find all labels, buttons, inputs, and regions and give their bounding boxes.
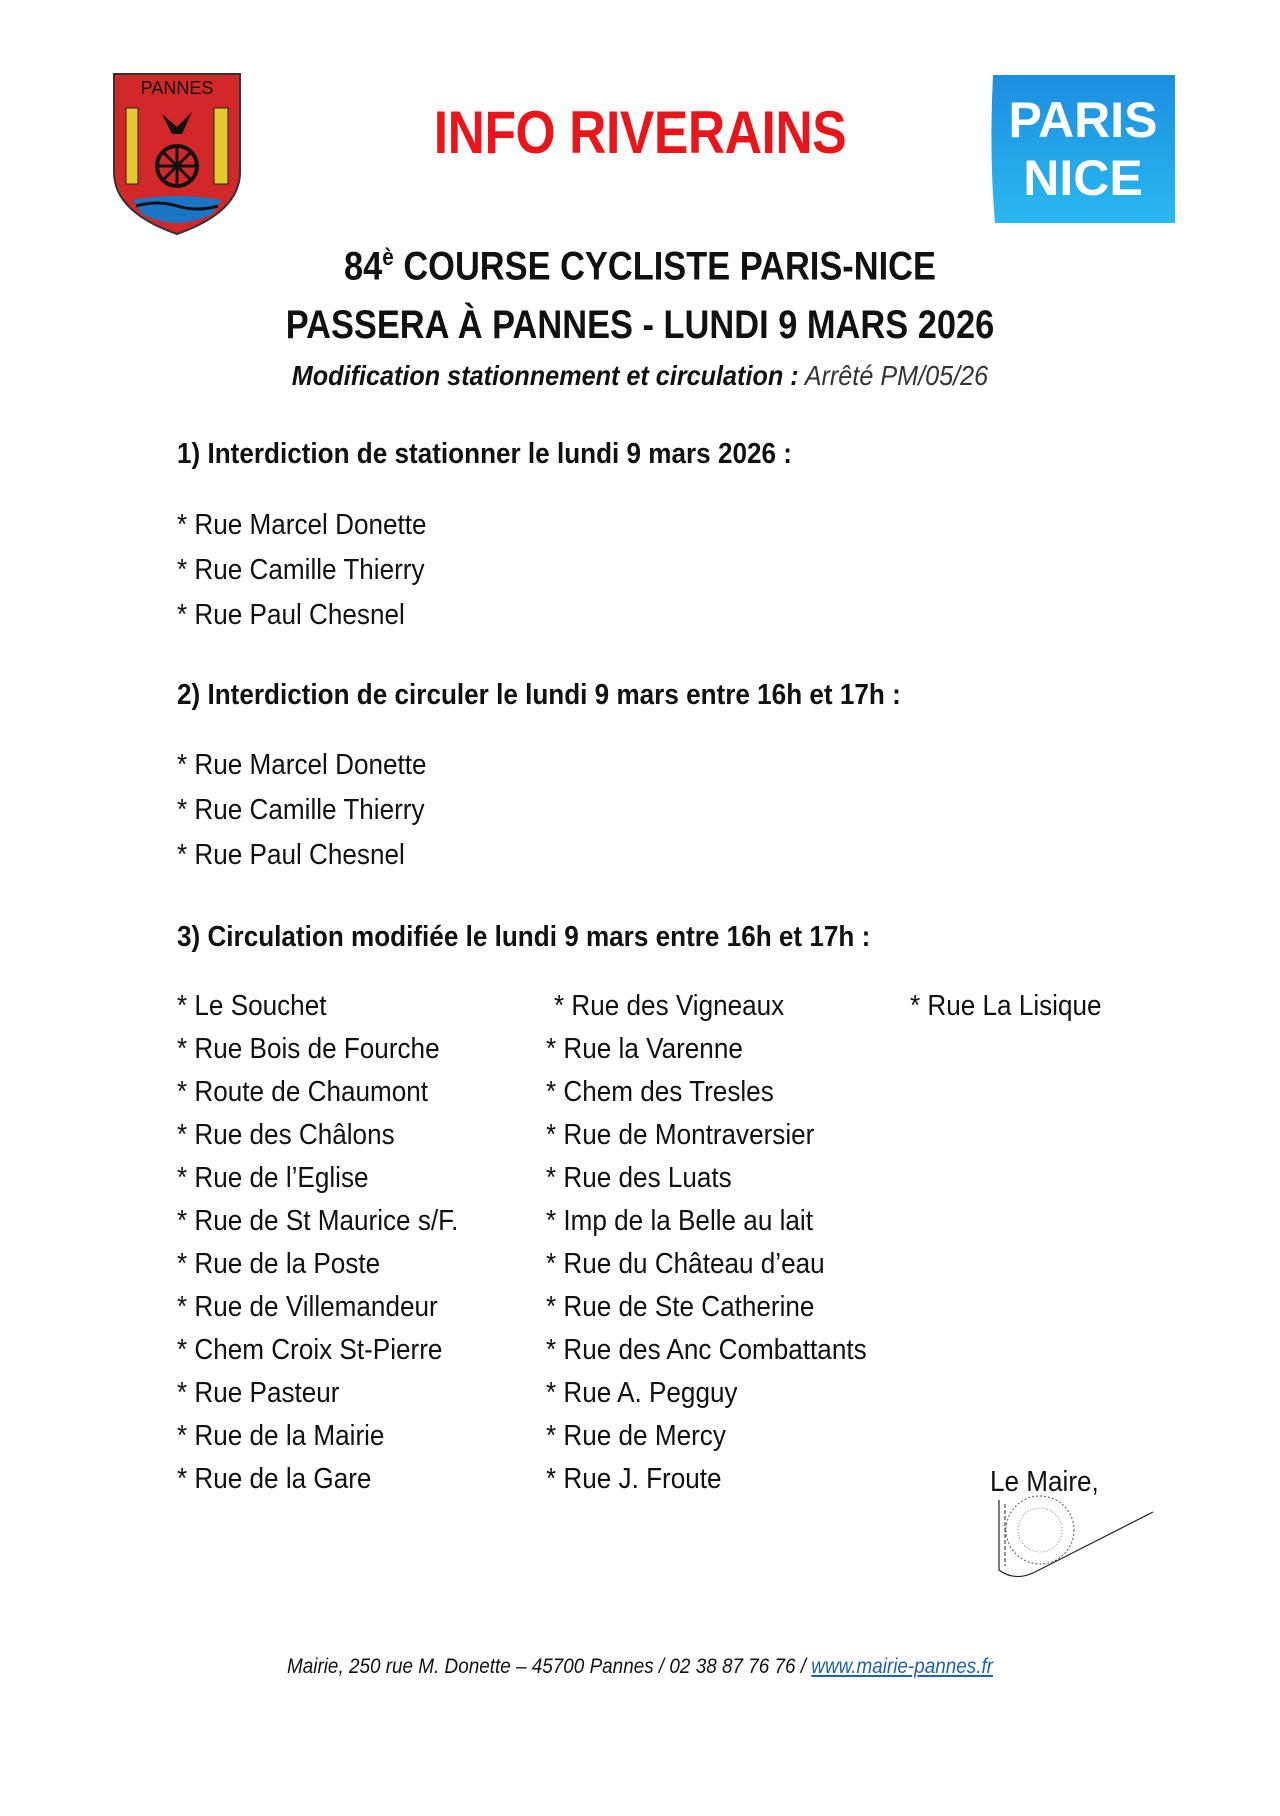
list-item: * Chem Croix St-Pierre	[177, 1334, 443, 1366]
list-item: * Rue de la Gare	[177, 1463, 372, 1495]
subtitle: Modification stationnement et circulation : Arrêté PM/05/26	[291, 360, 989, 391]
list-item: * Rue La Lisique	[910, 990, 1102, 1022]
list-item: * Rue de Villemandeur	[177, 1291, 438, 1323]
list-item: * Rue Paul Chesnel	[177, 839, 405, 871]
svg-text:NICE: NICE	[1023, 150, 1143, 206]
list-item: * Le Souchet	[177, 990, 327, 1022]
list-item: * Rue de la Poste	[177, 1248, 381, 1280]
list-item: * Rue de Mercy	[546, 1420, 726, 1452]
list-item: * Rue J. Froute	[546, 1463, 722, 1495]
list-item: * Rue Camille Thierry	[177, 794, 425, 826]
signature-stamp	[995, 1490, 1155, 1580]
list-item: * Rue des Châlons	[177, 1119, 395, 1151]
list-item: * Rue Paul Chesnel	[177, 599, 405, 631]
footer	[64, 1655, 1216, 1679]
list-item: * Route de Chaumont	[177, 1076, 429, 1108]
list-item: * Rue de la Mairie	[177, 1420, 385, 1452]
paris-nice-logo	[987, 73, 1179, 225]
signature-label: Le Maire,	[990, 1466, 1099, 1498]
list-item: * Rue de Ste Catherine	[546, 1291, 815, 1323]
list-item: * Rue A. Pegguy	[546, 1377, 738, 1409]
list-item: * Chem des Tresles	[546, 1076, 774, 1108]
list-item: * Rue de l’Eglise	[177, 1162, 369, 1194]
list-item: * Rue de Montraversier	[546, 1119, 815, 1151]
svg-text:PANNES: PANNES	[140, 78, 214, 98]
list-item: * Rue des Vigneaux	[554, 990, 785, 1022]
list-item: * Rue Bois de Fourche	[177, 1033, 440, 1065]
headline-line-1: $84^è$ COURSE CYCLISTE PARIS-NICE	[344, 244, 936, 289]
headline-line-2: PASSERA À PANNES - LUNDI 9 MARS 2026	[285, 303, 995, 347]
list-item: * Imp de la Belle au lait	[546, 1205, 813, 1237]
section-3-heading: 3) Circulation modifiée le lundi 9 mars entre 16h et 17h :	[177, 921, 871, 953]
list-item: * Rue du Château d’eau	[546, 1248, 825, 1280]
list-item: * Rue des Luats	[546, 1162, 732, 1194]
svg-text:PARIS: PARIS	[1008, 92, 1158, 148]
list-item: * Rue des Anc Combattants	[546, 1334, 867, 1366]
section-2-heading: 2) Interdiction de circuler le lundi 9 mars entre 16h et 17h :	[177, 679, 901, 711]
list-item: * Rue Marcel Donette	[177, 509, 427, 541]
list-item: * Rue Marcel Donette	[177, 749, 427, 781]
list-item: * Rue de St Maurice s/F.	[177, 1205, 459, 1237]
page-title: INFO RIVERAINS	[433, 99, 847, 166]
list-item: * Rue Pasteur	[177, 1377, 340, 1409]
footer-address: Mairie, 250 rue M. Donette – 45700 Pannes / 02 38 87 76 76 /	[286, 1655, 812, 1678]
section-1-heading: 1) Interdiction de stationner le lundi 9 mars 2026 :	[177, 438, 792, 470]
list-item: * Rue la Varenne	[546, 1033, 743, 1065]
website-link[interactable]: www.mairie-pannes.fr	[811, 1655, 994, 1678]
list-item: * Rue Camille Thierry	[177, 554, 425, 586]
